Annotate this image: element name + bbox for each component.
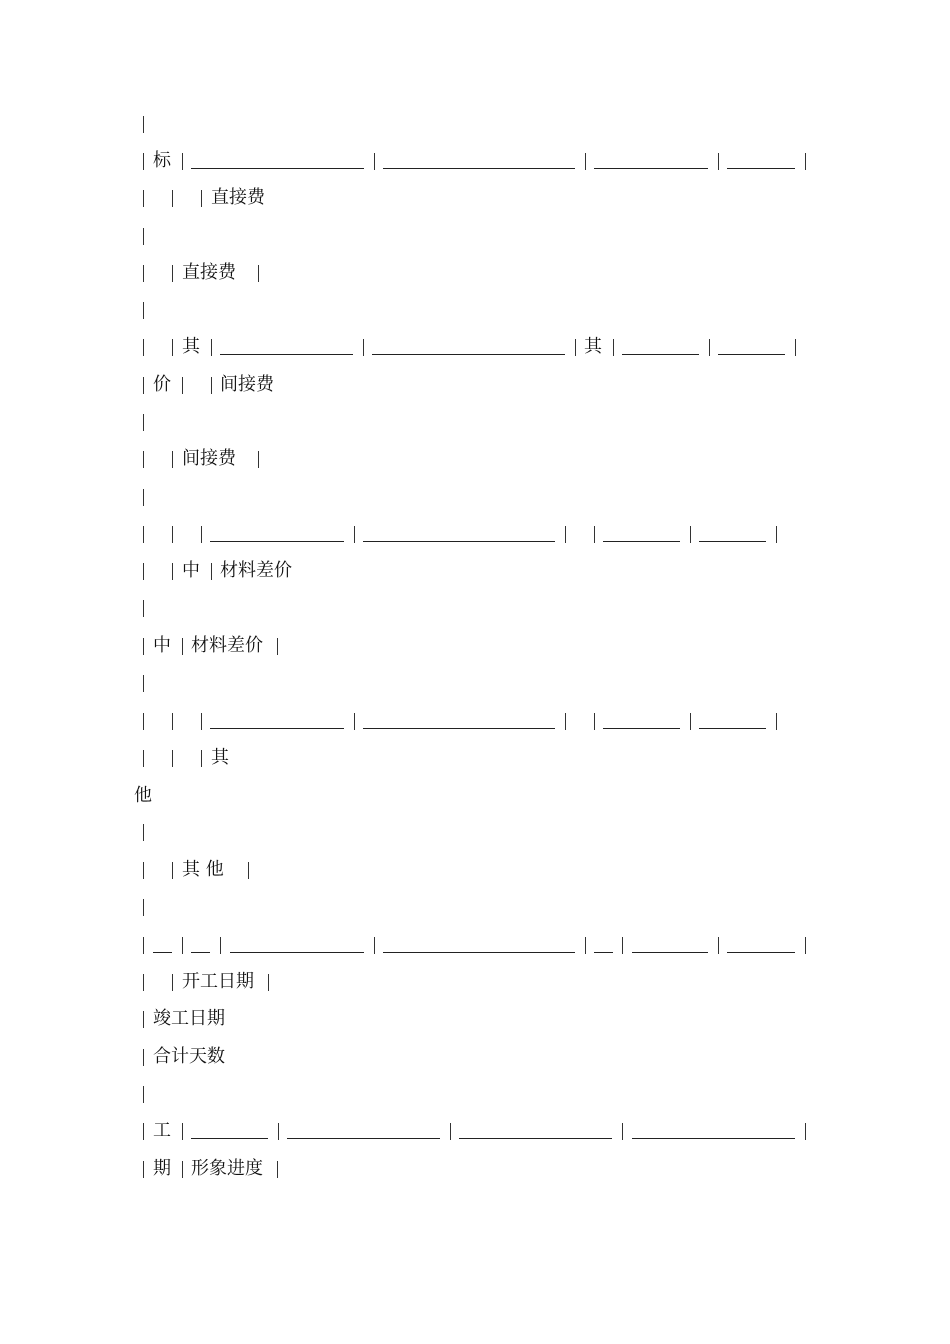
fill-in-blank [699, 541, 766, 542]
table-border [805, 153, 806, 170]
table-border [172, 190, 173, 207]
fill-in-blank [727, 168, 795, 169]
table-border [143, 899, 144, 916]
table-border [776, 713, 777, 730]
table-border [172, 862, 173, 879]
table-border [594, 526, 595, 543]
table-border [143, 638, 144, 655]
text-line [0, 1005, 950, 1033]
fill-in-blank [372, 354, 565, 355]
fill-in-blank [699, 728, 766, 729]
table-border [795, 339, 796, 356]
text-line [0, 296, 950, 324]
table-border [172, 713, 173, 730]
table-border [172, 265, 173, 282]
fill-in-blank [603, 541, 680, 542]
table-border [143, 1086, 144, 1103]
fill-in-blank [230, 952, 364, 953]
text-line [0, 483, 950, 511]
cell-text: 中 [153, 635, 171, 656]
fill-in-blank [622, 354, 699, 355]
cell-text: 间接费 [182, 448, 236, 469]
table-border [211, 339, 212, 356]
table-border [143, 1123, 144, 1140]
table-border [143, 1161, 144, 1178]
fill-in-blank [603, 728, 680, 729]
text-line [0, 110, 950, 138]
cell-text: 开工日期 [182, 971, 254, 992]
table-border [201, 713, 202, 730]
table-border [143, 339, 144, 356]
table-border [172, 526, 173, 543]
table-border [172, 974, 173, 991]
cell-text: 价 [153, 374, 171, 395]
table-border [182, 638, 183, 655]
fill-in-blank [191, 1138, 268, 1139]
table-border [450, 1123, 451, 1140]
text-line [0, 1080, 950, 1108]
table-border [776, 526, 777, 543]
table-border [585, 937, 586, 954]
table-border [220, 937, 221, 954]
cell-text: 其 [211, 747, 229, 768]
table-border [172, 750, 173, 767]
cell-text: 标 [153, 150, 171, 171]
fill-in-blank [632, 952, 708, 953]
table-border [211, 563, 212, 580]
fill-in-blank [153, 952, 172, 953]
text-line [0, 259, 950, 287]
table-border [143, 526, 144, 543]
text-line [0, 557, 950, 585]
cell-text: 他 [134, 785, 152, 806]
table-border [354, 526, 355, 543]
text-line [0, 818, 950, 846]
table-border [575, 339, 576, 356]
fill-in-blank [191, 952, 210, 953]
table-border [143, 675, 144, 692]
table-border [622, 1123, 623, 1140]
table-border [613, 339, 614, 356]
table-border [172, 451, 173, 468]
text-line [0, 782, 950, 810]
table-border [258, 451, 259, 468]
fill-in-blank [191, 168, 364, 169]
cell-text: 中 [182, 560, 200, 581]
text-line [0, 893, 950, 921]
text-line [0, 408, 950, 436]
cell-text: 竣工日期 [153, 1008, 225, 1029]
table-border [182, 1161, 183, 1178]
text-line [0, 1155, 950, 1183]
fill-in-blank [383, 952, 575, 953]
table-border [565, 713, 566, 730]
cell-text: 合计天数 [153, 1046, 225, 1067]
table-border [143, 377, 144, 394]
fill-in-blank [594, 168, 708, 169]
table-border [143, 862, 144, 879]
table-border [374, 937, 375, 954]
text-line [0, 931, 950, 959]
text-line [0, 520, 950, 548]
table-border [690, 526, 691, 543]
text-line [0, 333, 950, 361]
fill-in-blank [363, 728, 555, 729]
text-line [0, 1117, 950, 1145]
cell-text: 形象进度 [191, 1158, 263, 1179]
cell-text: 期 [153, 1158, 171, 1179]
table-border [374, 153, 375, 170]
text-line [0, 856, 950, 884]
table-border [143, 937, 144, 954]
text-line [0, 371, 950, 399]
fill-in-blank [383, 168, 575, 169]
text-line [0, 222, 950, 250]
text-line [0, 184, 950, 212]
table-border [143, 713, 144, 730]
cell-text: 材料差价 [220, 560, 292, 581]
text-line [0, 968, 950, 996]
table-border [622, 937, 623, 954]
cell-text: 工 [153, 1120, 171, 1141]
table-border [143, 116, 144, 133]
fill-in-blank [287, 1138, 440, 1139]
table-border [585, 153, 586, 170]
table-border [182, 153, 183, 170]
table-border [805, 1123, 806, 1140]
text-line [0, 632, 950, 660]
text-line [0, 1043, 950, 1071]
table-border [278, 1123, 279, 1140]
cell-text: 直接费 [182, 262, 236, 283]
fill-in-blank [632, 1138, 795, 1139]
fill-in-blank [718, 354, 785, 355]
table-border [172, 563, 173, 580]
table-border [143, 302, 144, 319]
cell-text: 其 [182, 336, 200, 357]
table-border [565, 526, 566, 543]
table-border [143, 451, 144, 468]
text-line [0, 669, 950, 697]
fill-in-blank [727, 952, 795, 953]
table-border [201, 750, 202, 767]
cell-text: 其 [584, 336, 602, 357]
table-border [182, 377, 183, 394]
table-border [143, 1011, 144, 1028]
text-line [0, 744, 950, 772]
table-border [211, 377, 212, 394]
cell-text: 其 他 [182, 859, 224, 880]
table-border [718, 937, 719, 954]
table-border [354, 713, 355, 730]
table-border [143, 489, 144, 506]
table-border [143, 414, 144, 431]
table-border [143, 563, 144, 580]
table-border [172, 339, 173, 356]
table-border [143, 824, 144, 841]
text-line [0, 445, 950, 473]
table-border [277, 638, 278, 655]
table-border [201, 190, 202, 207]
table-border [363, 339, 364, 356]
table-border [143, 228, 144, 245]
table-border [143, 265, 144, 282]
table-border [690, 713, 691, 730]
cell-text: 间接费 [220, 374, 274, 395]
fill-in-blank [363, 541, 555, 542]
table-border [718, 153, 719, 170]
table-border [143, 153, 144, 170]
table-border [143, 190, 144, 207]
table-border [182, 937, 183, 954]
table-border [268, 974, 269, 991]
table-border [143, 600, 144, 617]
table-border [143, 1049, 144, 1066]
fill-in-blank [220, 354, 353, 355]
cell-text: 直接费 [211, 187, 265, 208]
table-border [143, 750, 144, 767]
table-border [805, 937, 806, 954]
fill-in-blank [594, 952, 613, 953]
fill-in-blank [459, 1138, 612, 1139]
table-border [182, 1123, 183, 1140]
table-border [594, 713, 595, 730]
fill-in-blank [210, 541, 344, 542]
text-line [0, 707, 950, 735]
table-border [201, 526, 202, 543]
cell-text: 材料差价 [191, 635, 263, 656]
table-border [258, 265, 259, 282]
table-border [709, 339, 710, 356]
text-line [0, 147, 950, 175]
fill-in-blank [210, 728, 344, 729]
text-line [0, 594, 950, 622]
table-border [143, 974, 144, 991]
table-border [277, 1161, 278, 1178]
table-border [248, 862, 249, 879]
